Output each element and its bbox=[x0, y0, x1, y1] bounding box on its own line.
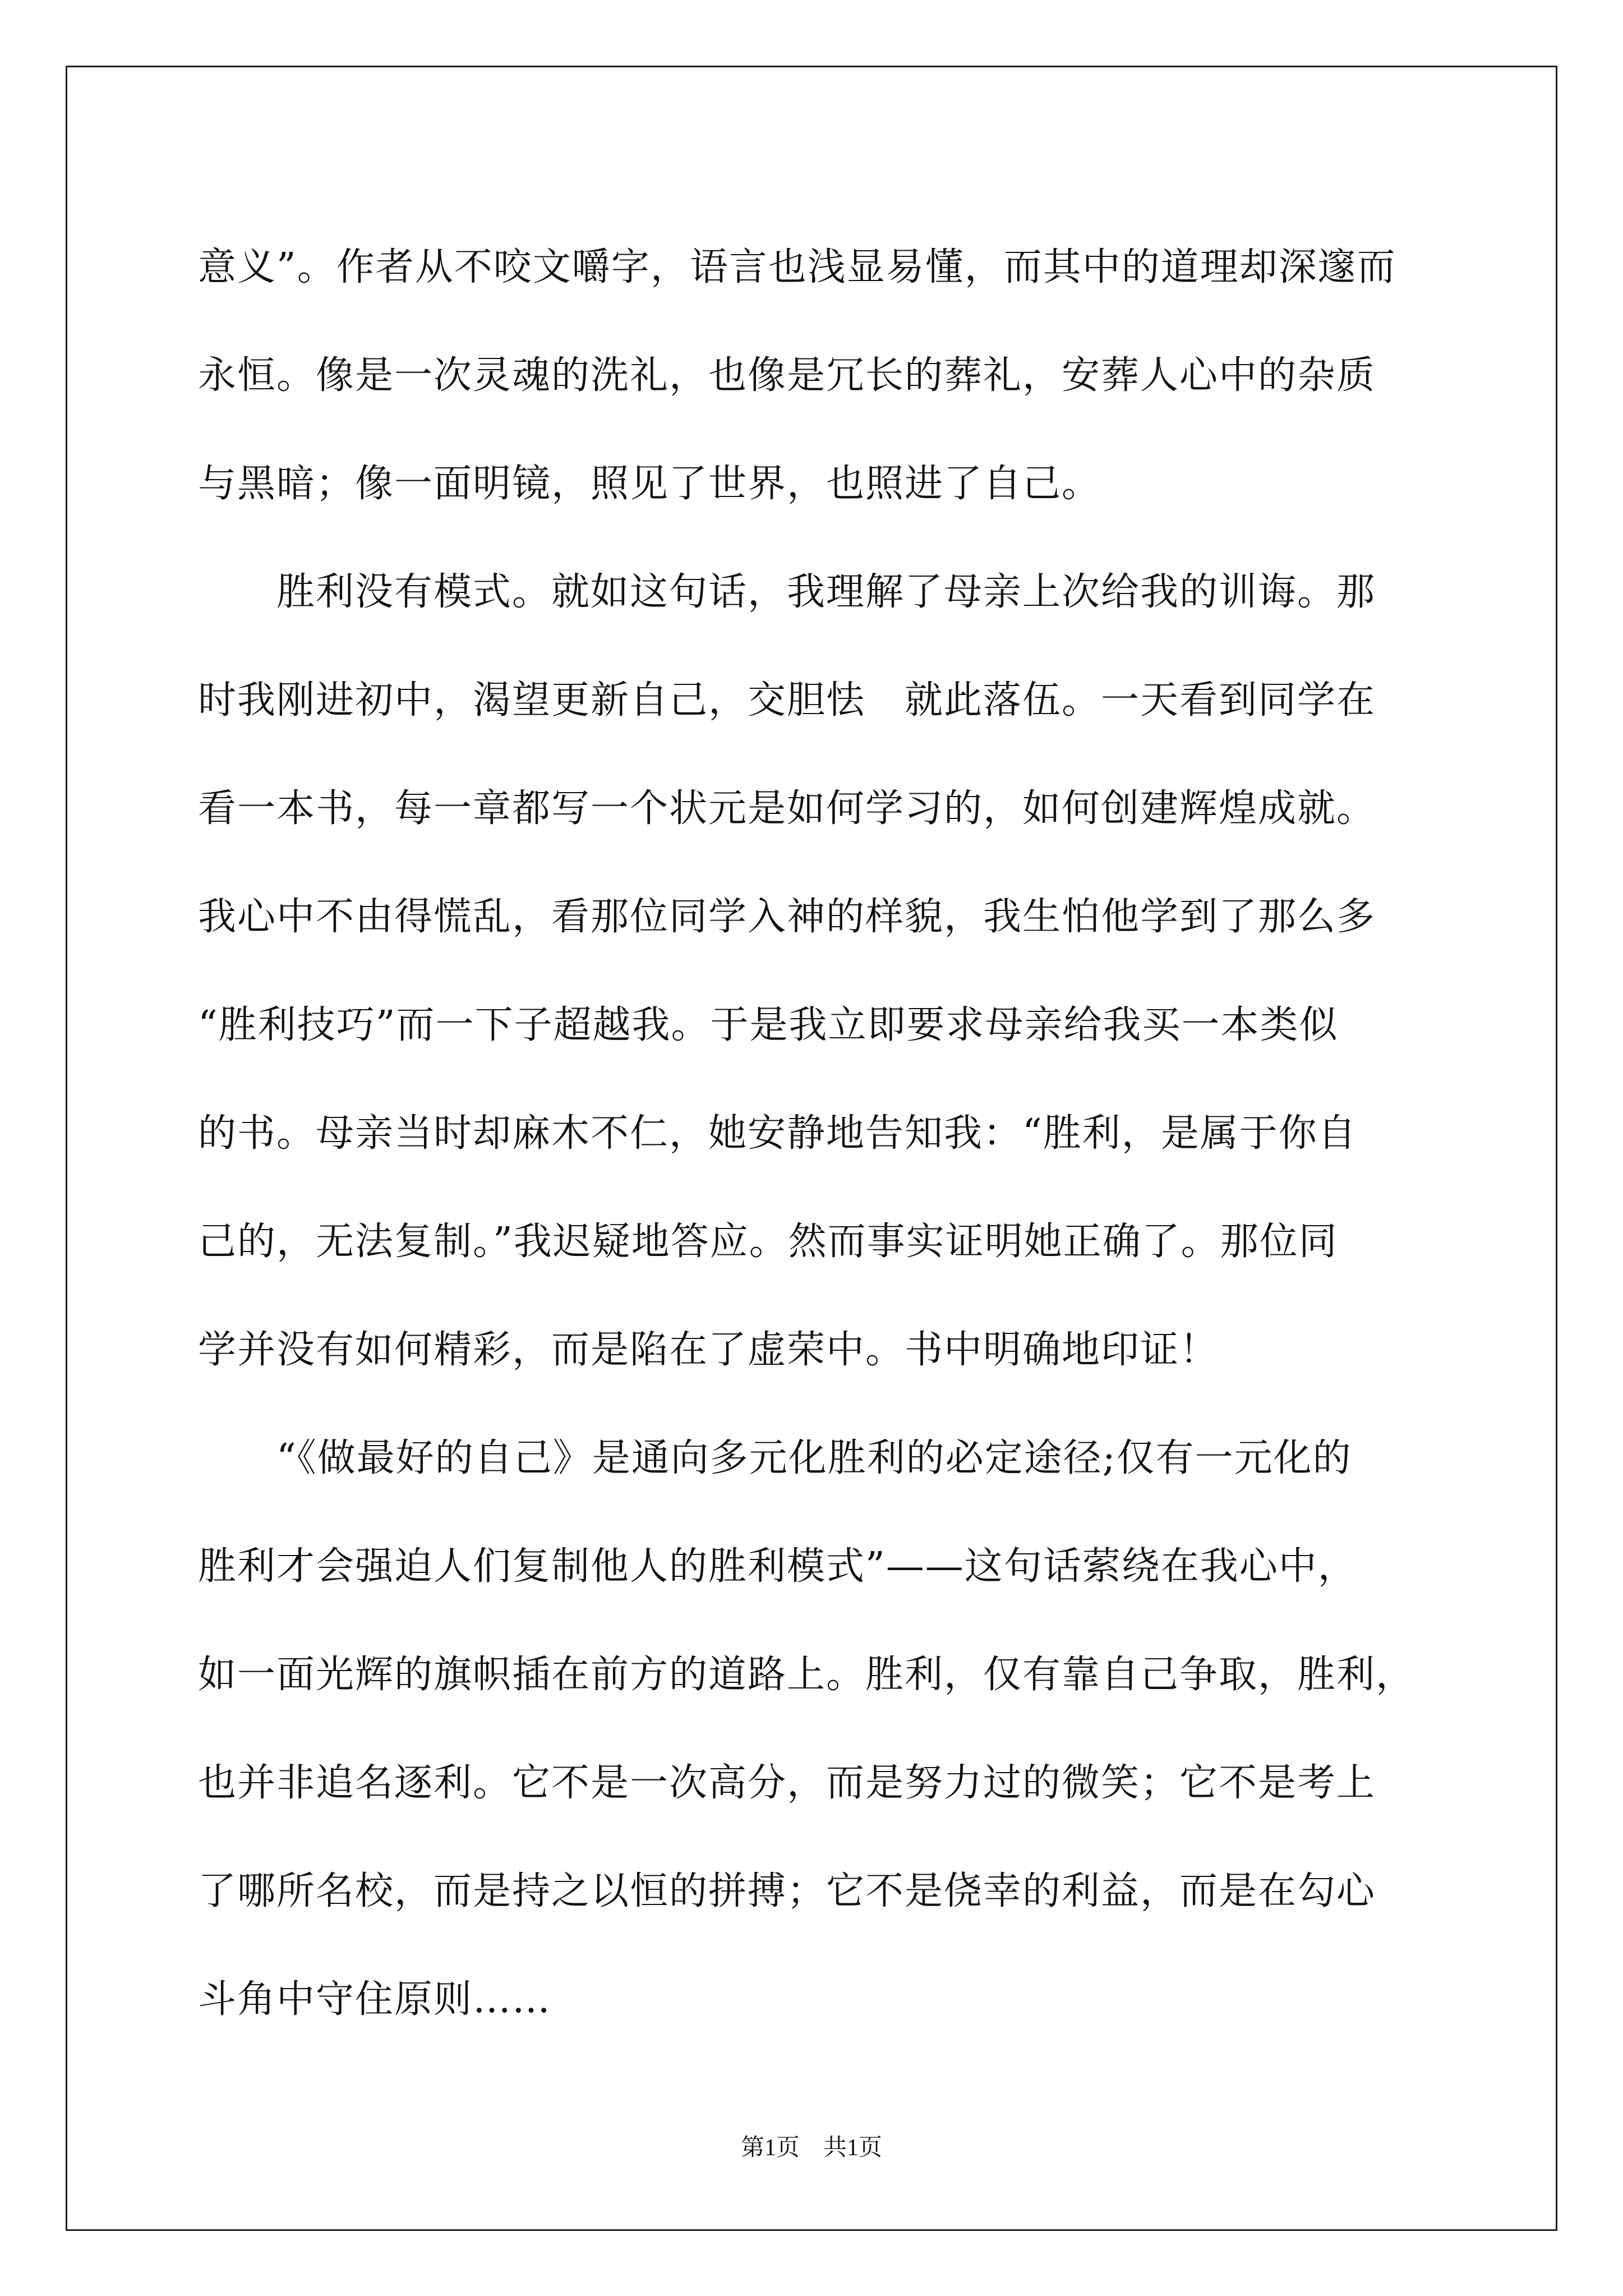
text-line: 如一面光辉的旗帜插在前方的道路上。胜利，仅有靠自己争取，胜利， bbox=[198, 1653, 1415, 1697]
page-number-footer: 第1页 共1页 bbox=[740, 2135, 882, 2161]
text-line: 胜利没有模式。就如这句话，我理解了母亲上次给我的训诲。那 bbox=[276, 570, 1376, 614]
text-line: 的书。母亲当时却麻木不仁，她安静地告知我：“胜利，是属于你自 bbox=[198, 1111, 1357, 1156]
text-line: 与黑暗；像一面明镜，照见了世界，也照进了自己。 bbox=[198, 462, 1101, 506]
text-line: 学并没有如何精彩，而是陷在了虚荣中。书中明确地印证！ bbox=[198, 1328, 1219, 1372]
text-line: 己的，无法复制。”我迟疑地答应。然而事实证明她正确了。那位同 bbox=[198, 1220, 1338, 1264]
text-line: “胜利技巧”而一下子超越我。于是我立即要求母亲给我买一本类似 bbox=[198, 1003, 1339, 1047]
text-line: “《做最好的自己》是通向多元化胜利的必定途径;仅有一元化的 bbox=[276, 1436, 1352, 1480]
text-line: 意义”。作者从不咬文嚼字，语言也浅显易懂，而其中的道理却深邃而 bbox=[198, 245, 1396, 289]
text-line: 永恒。像是一次灵魂的洗礼，也像是冗长的葬礼，安葬人心中的杂质 bbox=[198, 353, 1376, 398]
text-line: 斗角中守住原则…… bbox=[198, 1977, 552, 2022]
text-line: 时我刚进初中，渴望更新自己，交胆怯 就此落伍。一天看到同学在 bbox=[198, 678, 1376, 723]
document-body bbox=[198, 213, 1432, 2054]
text-line: 也并非追名逐利。它不是一次高分，而是努力过的微笑；它不是考上 bbox=[198, 1761, 1376, 1805]
text-line: 看一本书，每一章都写一个状元是如何学习的，如何创建辉煌成就。 bbox=[198, 786, 1376, 831]
text-line: 胜利才会强迫人们复制他人的胜利模式”——这句话萦绕在我心中， bbox=[198, 1544, 1357, 1589]
text-line: 我心中不由得慌乱，看那位同学入神的样貌，我生怕他学到了那么多 bbox=[198, 895, 1376, 939]
text-line: 了哪所名校，而是持之以恒的拼搏；它不是侥幸的利益，而是在勾心 bbox=[198, 1869, 1376, 1913]
